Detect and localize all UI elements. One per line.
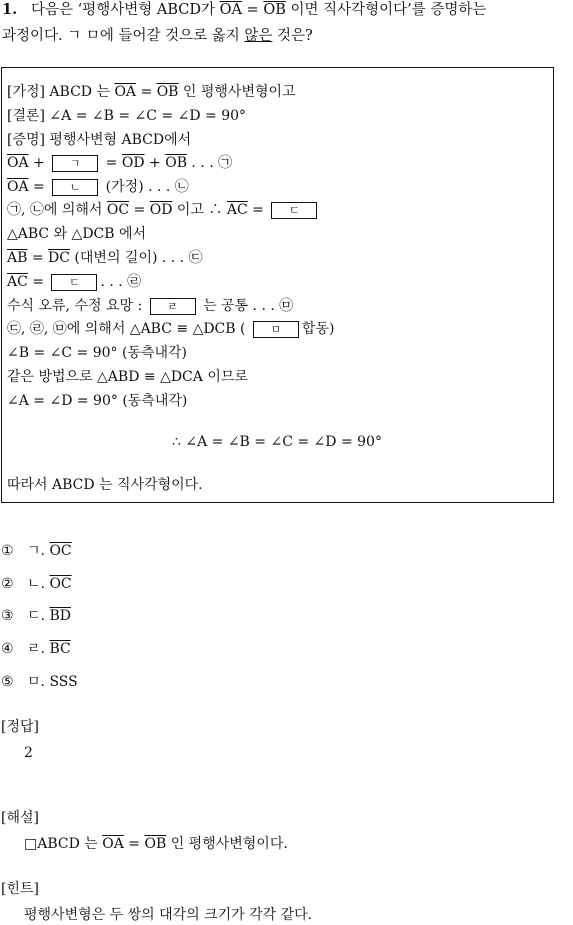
t: 는 공통 . . . ㉤: [198, 298, 294, 314]
question-text-2-end: 것은?: [272, 28, 313, 44]
choice-key: ㄹ.: [27, 641, 50, 657]
t: . . . ㉣: [100, 274, 142, 290]
t: (대변의 길이) . . . ㉢: [69, 250, 203, 266]
explanation-text: [24, 834, 288, 854]
segment: $\overline{OA}$: [7, 155, 29, 171]
choice-value: $\overline{BC}$: [49, 641, 71, 657]
proof-row-14: ∠A = ∠D = 90° (동측내각): [7, 393, 188, 409]
proof-row-therefore: ∴ ∠A = ∠B = ∠C = ∠D = 90°: [172, 434, 382, 450]
segment-oa: $\overline{OA}$: [219, 2, 242, 18]
t: ㉠, ㉡에 의해서: [7, 202, 107, 218]
segment: $\overline{AB}$: [7, 250, 28, 266]
t: 인 평행사변형이다.: [166, 836, 288, 852]
choice-2[interactable]: [1, 574, 72, 594]
choice-marker: ④: [1, 641, 14, 657]
segment: $\overline{OD}$: [121, 155, 145, 171]
choice-key: ㄴ.: [27, 576, 50, 592]
hint-text: 평행사변형은 두 쌍의 대각의 크기가 각각 같다.: [24, 907, 313, 923]
segment: $\overline{OA}$: [114, 84, 137, 100]
proof-row-8: [7, 248, 203, 268]
t: . . . ㉠: [186, 155, 233, 171]
t: 수식 오류, 수정 요망 :: [7, 298, 147, 314]
t: 이고 ∴: [172, 202, 227, 218]
choice-value: $\overline{OC}$: [49, 543, 72, 559]
proof-row-5: [7, 177, 189, 197]
segment: $\overline{AC}$: [7, 274, 28, 290]
t: =: [136, 84, 157, 100]
segment-ob: $\overline{OB}$: [263, 2, 286, 18]
choice-value: $\overline{OC}$: [49, 576, 72, 592]
question-text-2: 과정이다. ㄱ ㅁ에 들어갈 것으로 옳지: [2, 28, 245, 44]
t: ㉢, ㉣, ㉤에 의해서 △ABC ≡ △DCB (: [7, 321, 250, 337]
segment: $\overline{OC}$: [106, 202, 130, 218]
choice-1[interactable]: [1, 541, 72, 561]
t: +: [28, 155, 50, 171]
question-text: 다음은 ‘평행사변형 ABCD가: [30, 2, 220, 18]
proof-row-conclusion: [결론] ∠A = ∠B = ∠C = ∠D = 90°: [7, 108, 247, 124]
proof-row-final: 따라서 ABCD 는 직사각형이다.: [7, 477, 203, 493]
choice-3[interactable]: [1, 606, 71, 626]
choice-value: $\overline{BD}$: [49, 608, 71, 624]
proof-row-13: 같은 방법으로 △ABD ≡ △DCA 이므로: [7, 369, 248, 385]
question-line-1: [2, 0, 486, 20]
t: 합동): [301, 321, 335, 337]
proof-row-12: ∠B = ∠C = 90° (동측내각): [7, 345, 188, 361]
proof-row-4: [7, 153, 232, 173]
choice-4[interactable]: [1, 639, 71, 659]
negation-underline: 않은: [244, 28, 273, 44]
answer-label: [정답]: [1, 719, 39, 735]
t: =: [101, 155, 122, 171]
t: =: [27, 250, 49, 266]
segment: $\overline{OB}$: [165, 155, 187, 171]
choice-key: ㄷ.: [27, 608, 50, 624]
t: =: [123, 836, 145, 852]
segment: $\overline{OA}$: [102, 836, 124, 852]
t: =: [28, 179, 50, 195]
answer-value: 2: [24, 745, 33, 761]
segment: $\overline{OA}$: [7, 179, 29, 195]
equals: =: [241, 2, 264, 18]
explanation-label: [해설]: [1, 810, 39, 826]
t: [가정] ABCD 는: [7, 84, 115, 100]
segment: $\overline{OB}$: [156, 84, 179, 100]
choice-marker: ③: [1, 608, 14, 624]
question-text-end: 이면 직사각형이다’를 증명하는: [285, 2, 487, 18]
t: □ABCD 는: [24, 836, 103, 852]
choice-value: SSS: [49, 674, 78, 690]
blank-box-c: ㄷ: [271, 202, 317, 219]
segment: $\overline{AC}$: [226, 202, 248, 218]
segment: $\overline{DC}$: [48, 250, 70, 266]
t: 인 평행사변형이고: [178, 84, 296, 100]
blank-box-a: ㄱ: [52, 155, 98, 172]
choice-marker: ①: [1, 543, 14, 559]
choice-marker: ⑤: [1, 674, 14, 690]
t: =: [129, 202, 150, 218]
choice-marker: ②: [1, 576, 14, 592]
proof-row-7: △ABC 와 △DCB 에서: [7, 226, 147, 242]
blank-box-d: ㄹ: [150, 298, 196, 315]
choice-key: ㅁ.: [27, 674, 50, 690]
question-number: 1.: [2, 1, 18, 18]
segment: $\overline{OD}$: [149, 202, 173, 218]
blank-box-c2: ㄷ: [51, 274, 97, 291]
question-line-2: [2, 26, 313, 46]
choice-key: ㄱ.: [27, 543, 50, 559]
t: =: [27, 274, 49, 290]
proof-row-10: [7, 296, 293, 316]
proof-row-9: [7, 272, 141, 292]
t: +: [144, 155, 166, 171]
proof-row-6: [7, 200, 320, 220]
t: =: [247, 202, 269, 218]
proof-row-proof-start: [증명] 평행사변형 ABCD에서: [7, 132, 192, 148]
blank-box-e: ㅁ: [253, 321, 299, 338]
proof-row-assumption: [7, 82, 296, 102]
proof-row-11: [7, 319, 334, 339]
t: (가정) . . . ㉡: [101, 179, 189, 195]
blank-box-b: ㄴ: [52, 179, 98, 196]
choice-5[interactable]: [1, 672, 78, 692]
hint-label: [힌트]: [1, 881, 39, 897]
segment: $\overline{OB}$: [144, 836, 167, 852]
